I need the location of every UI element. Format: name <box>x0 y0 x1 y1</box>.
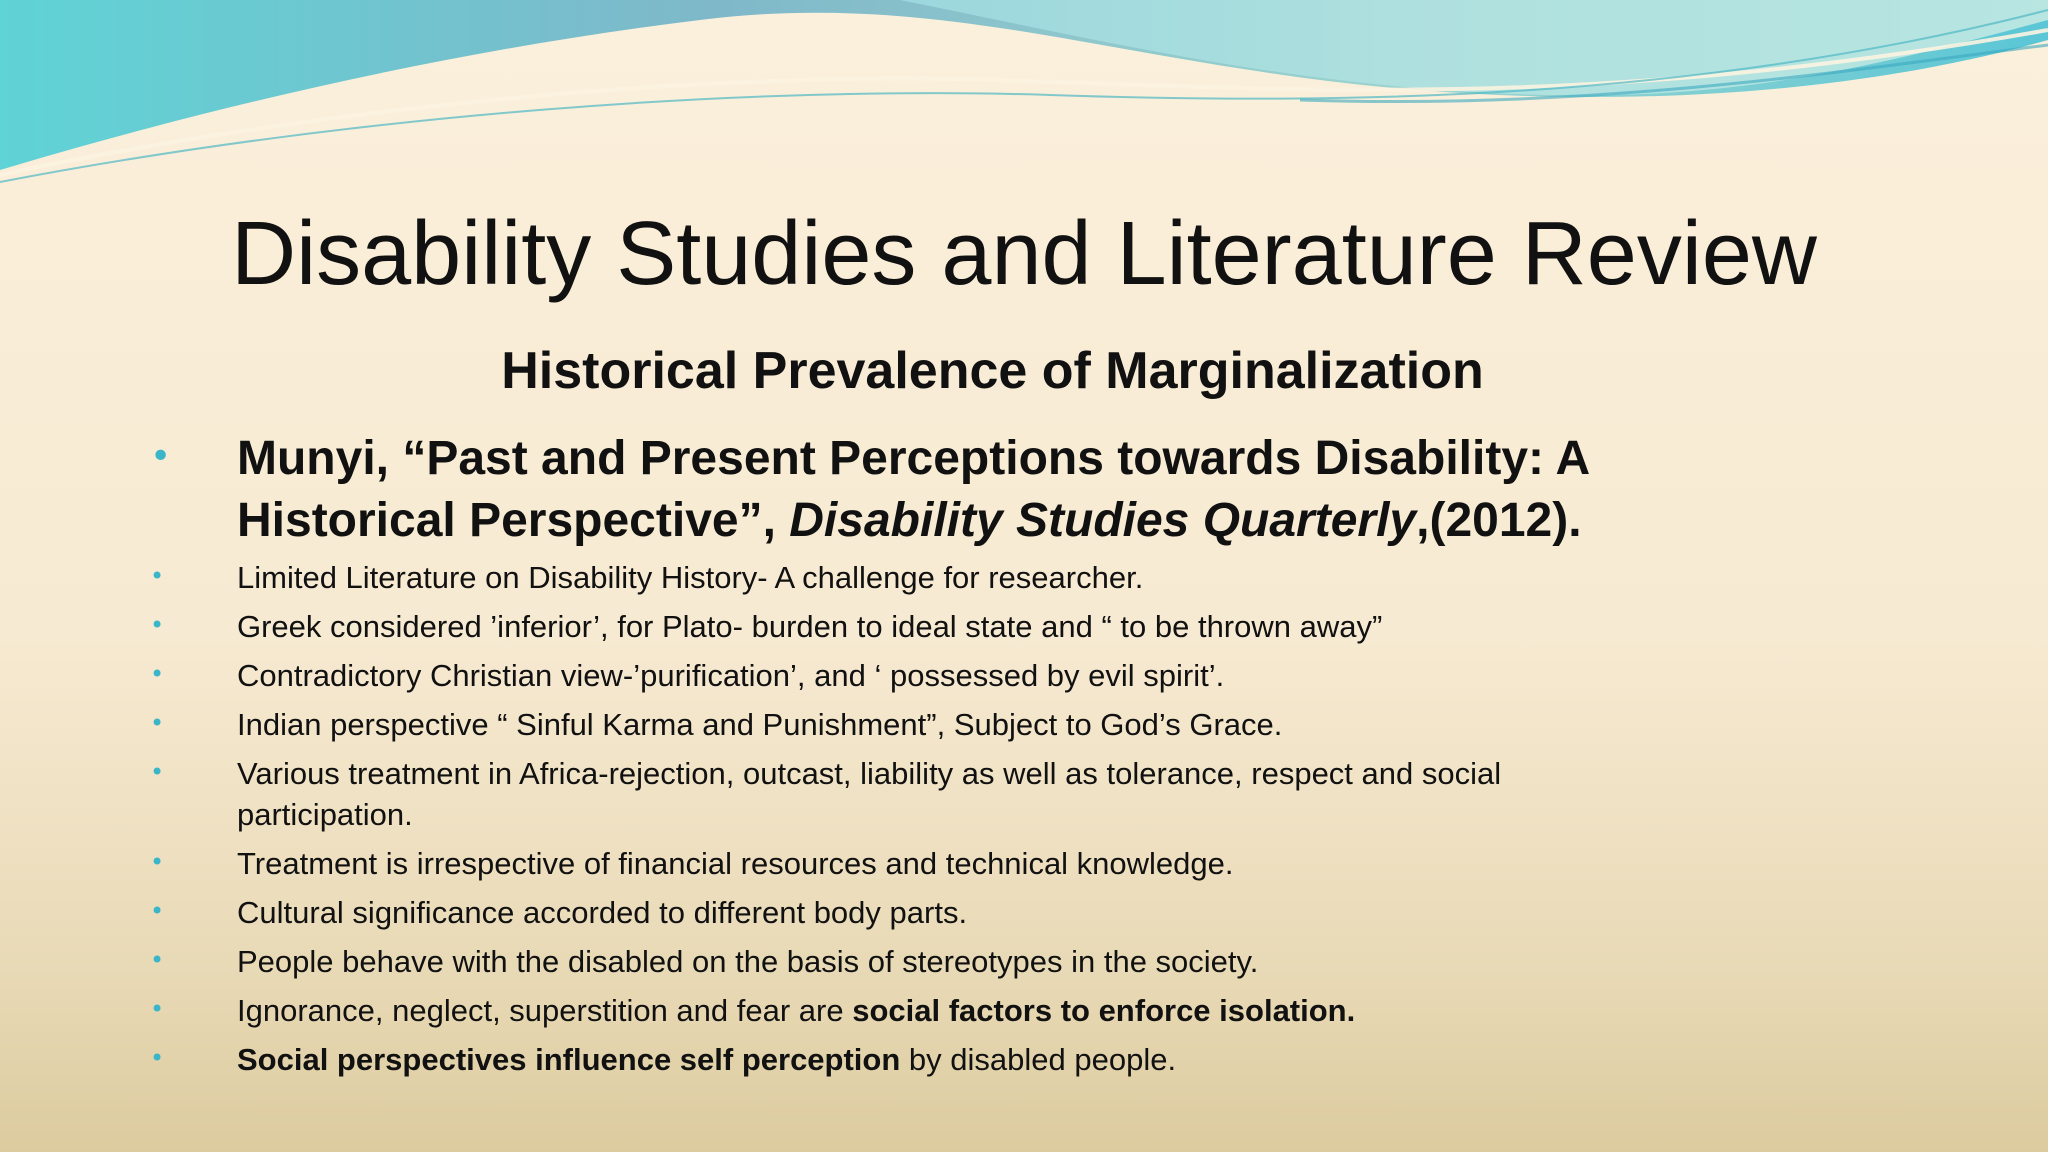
bullet-item <box>237 1039 1677 1080</box>
bullet-icon: • <box>150 660 165 688</box>
bullet-item: Various treatment in Africa-rejection, outcast, liability as well as tolerance, respect and social participation. <box>237 756 1502 832</box>
bullet-text-bold: Social perspectives influence self perception <box>237 1042 901 1077</box>
bullet-icon: • <box>150 897 165 925</box>
decorative-wave-header <box>0 0 2048 200</box>
bullet-icon: • <box>150 848 165 876</box>
bullet-item: Indian perspective “ Sinful Karma and Punishment”, Subject to God’s Grace. <box>237 707 1283 742</box>
bullet-item: Treatment is irrespective of financial resources and technical knowledge. <box>237 846 1234 881</box>
bullet-icon: • <box>150 562 165 590</box>
bullet-item: Contradictory Christian view-’purification’, and ‘ possessed by evil spirit’. <box>237 658 1225 693</box>
bullet-item: People behave with the disabled on the basis of stereotypes in the society. <box>237 944 1259 979</box>
slide-title: Disability Studies and Literature Review <box>231 204 1817 304</box>
citation-title-end: Historical Perspective”, <box>237 494 790 547</box>
citation-year: ,(2012). <box>1416 494 1582 547</box>
citation-journal: Disability Studies Quarterly <box>789 494 1417 547</box>
bullet-text-plain: by disabled people. <box>900 1042 1177 1077</box>
bullet-item: Greek considered ’inferior’, for Plato- burden to ideal state and “ to be thrown away” <box>237 609 1383 644</box>
bullet-icon: • <box>150 709 165 737</box>
main-citation <box>237 428 1797 552</box>
bullet-icon: • <box>150 946 165 974</box>
bullet-icon: • <box>150 436 172 477</box>
bullet-text-bold: social factors to enforce isolation. <box>852 993 1356 1028</box>
bullet-item: Cultural significance accorded to different body parts. <box>237 895 968 930</box>
slide-subtitle: Historical Prevalence of Marginalization <box>501 342 1484 400</box>
bullet-item: Limited Literature on Disability History- A challenge for researcher. <box>237 560 1144 595</box>
citation-line1: Munyi, “Past and Present Perceptions towards Disability: A <box>237 432 1591 485</box>
bullet-text-plain: Ignorance, neglect, superstition and fear are <box>237 993 853 1028</box>
bullet-icon: • <box>150 995 165 1023</box>
bullet-item <box>237 990 1677 1031</box>
bullet-icon: • <box>150 1044 165 1072</box>
bullet-icon: • <box>150 611 165 639</box>
bullet-icon: • <box>150 758 165 786</box>
